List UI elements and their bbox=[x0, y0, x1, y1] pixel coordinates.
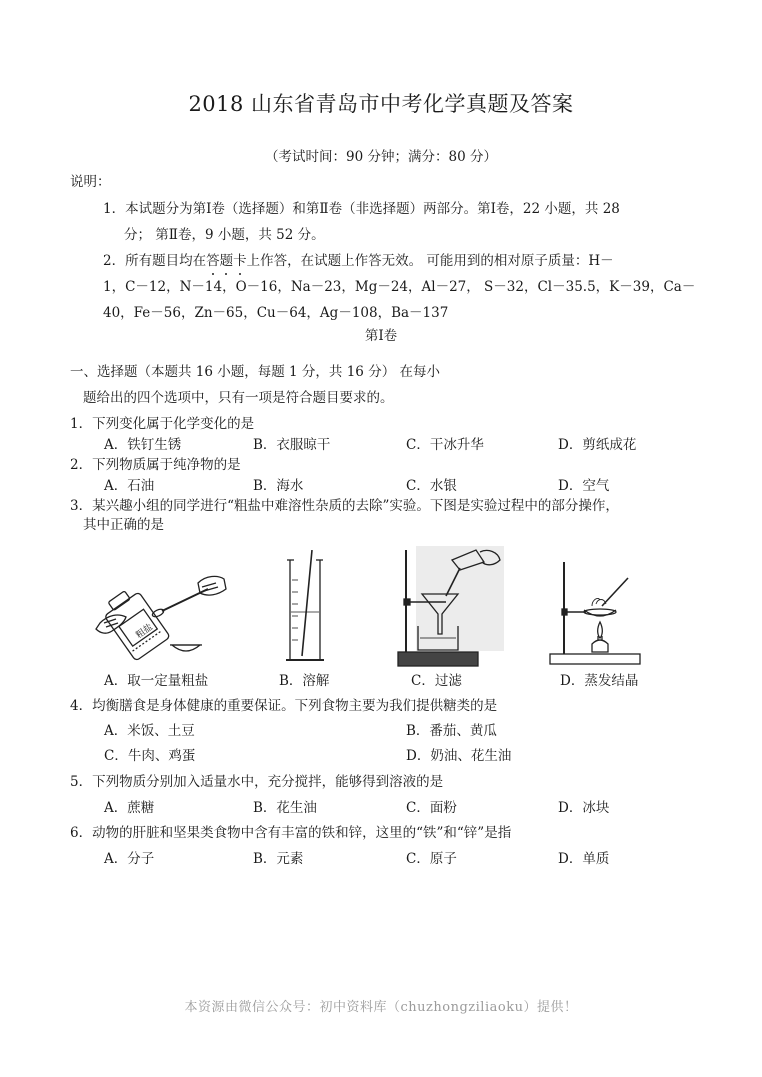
question-6-option-d: D．单质 bbox=[558, 851, 610, 867]
stand-base bbox=[550, 654, 640, 664]
emphasis-dot bbox=[225, 273, 227, 275]
instruction-1-line-1: 1．本试题分为第Ⅰ卷（选择题）和第Ⅱ卷（非选择题）两部分。第Ⅰ卷，22 小题，共 28 bbox=[103, 201, 620, 217]
question-2-stem: 2．下列物质属于纯净物的是 bbox=[70, 457, 241, 473]
volume-label: 第Ⅰ卷 bbox=[364, 328, 398, 344]
stand-base bbox=[398, 652, 478, 666]
bottle-label: 粗盐 bbox=[134, 622, 155, 641]
question-1-stem: 1．下列变化属于化学变化的是 bbox=[70, 416, 255, 432]
question-3-option-d: D．蒸发结晶 bbox=[560, 673, 639, 689]
question-2-option-b: B．海水 bbox=[253, 478, 304, 494]
section-heading-line-2: 题给出的四个选项中，只有一项是符合题目要求的。 bbox=[83, 390, 394, 406]
instruction-2-pre: 2．所有题目均在 bbox=[103, 253, 207, 269]
instruction-1-line-2: 分； 第Ⅱ卷，9 小题，共 52 分。 bbox=[124, 227, 325, 243]
footer-watermark: 本资源由微信公众号：初中资料库（chuzhongziliaoku）提供！ bbox=[184, 1000, 578, 1015]
instruction-2-emphasis bbox=[206, 253, 247, 269]
alcohol-lamp bbox=[592, 640, 608, 652]
question-4-option-a: A．米饭、土豆 bbox=[104, 723, 195, 739]
instruction-2-line-3: 40，Fe－56，Zn－65，Cu－64，Ag－108，Ba－137 bbox=[103, 305, 449, 321]
figure-evaporation bbox=[546, 560, 646, 670]
page-title: 2018 山东省青岛市中考化学真题及答案 bbox=[188, 92, 574, 116]
flame bbox=[598, 622, 603, 638]
emphasis-dot bbox=[212, 273, 214, 275]
glass-rod bbox=[302, 550, 312, 656]
exam-duration-score: （考试时间：90 分钟；满分：80 分） bbox=[265, 149, 497, 165]
question-5-option-d: D．冰块 bbox=[558, 800, 610, 816]
question-2-option-a: A．石油 bbox=[104, 478, 155, 494]
question-1-option-d: D．剪纸成花 bbox=[558, 437, 637, 453]
question-5-option-a: A．蔗糖 bbox=[104, 800, 155, 816]
instructions-heading: 说明： bbox=[70, 174, 111, 190]
question-6-option-b: B．元素 bbox=[253, 851, 304, 867]
evaporating-dish bbox=[172, 645, 200, 651]
graduated-cylinder bbox=[290, 560, 320, 660]
question-3-stem-line-1: 3．某兴趣小组的同学进行“粗盐中难溶性杂质的去除”实验。下图是实验过程中的部分操作， bbox=[70, 498, 619, 514]
instruction-2-post: 上作答，在试题上作答无效。 可能用到的相对原子质量：H－ bbox=[246, 253, 614, 269]
question-1-option-c: C．干冰升华 bbox=[406, 437, 484, 453]
question-5-option-c: C．面粉 bbox=[406, 800, 457, 816]
question-4-stem: 4．均衡膳食是身体健康的重要保证。下列食物主要为我们提供糖类的是 bbox=[70, 698, 498, 714]
stirring-rod bbox=[602, 578, 628, 606]
salt-bottle bbox=[104, 592, 170, 661]
figure-background-shading bbox=[416, 546, 504, 651]
question-5-stem: 5．下列物质分别加入适量水中，充分搅拌，能够得到溶液的是 bbox=[70, 774, 444, 790]
instruction-2-line-2: 1，C－12，N－14，O－16，Na－23，Mg－24，Al－27， S－32，Cl－35.5，K－39，Ca－ bbox=[103, 279, 696, 295]
question-6-stem: 6．动物的肝脏和坚果类食物中含有丰富的铁和锌，这里的“铁”和“锌”是指 bbox=[70, 825, 512, 841]
question-5-option-b: B．花生油 bbox=[253, 800, 317, 816]
emphasis-dot bbox=[239, 273, 241, 275]
instruction-2-line-1 bbox=[103, 252, 614, 270]
question-4-option-c: C．牛肉、鸡蛋 bbox=[104, 748, 196, 764]
section-heading-line-1: 一、选择题（本题共 16 小题，每题 1 分，共 16 分） 在每小 bbox=[70, 364, 440, 380]
question-3-option-c: C．过滤 bbox=[411, 673, 462, 689]
question-3-option-a: A．取一定量粗盐 bbox=[104, 673, 209, 689]
question-1-option-b: B．衣服晾干 bbox=[253, 437, 331, 453]
question-1-option-a: A．铁钉生锈 bbox=[104, 437, 182, 453]
figure-take-salt bbox=[90, 565, 230, 665]
question-2-option-d: D．空气 bbox=[558, 478, 610, 494]
spoon bbox=[162, 589, 208, 611]
question-3-option-b: B．溶解 bbox=[279, 673, 330, 689]
figure-dissolve bbox=[282, 550, 332, 668]
iron-ring bbox=[584, 609, 616, 615]
instruction-2-dotted-text: 答题卡 bbox=[206, 253, 247, 269]
question-4-option-d: D．奶油、花生油 bbox=[406, 748, 512, 764]
question-3-stem-line-2: 其中正确的是 bbox=[83, 517, 164, 533]
question-6-option-c: C．原子 bbox=[406, 851, 457, 867]
question-4-option-b: B．番茄、黄瓜 bbox=[406, 723, 497, 739]
figure-filtration bbox=[394, 546, 504, 672]
question-2-option-c: C．水银 bbox=[406, 478, 457, 494]
question-6-option-a: A．分子 bbox=[104, 851, 155, 867]
